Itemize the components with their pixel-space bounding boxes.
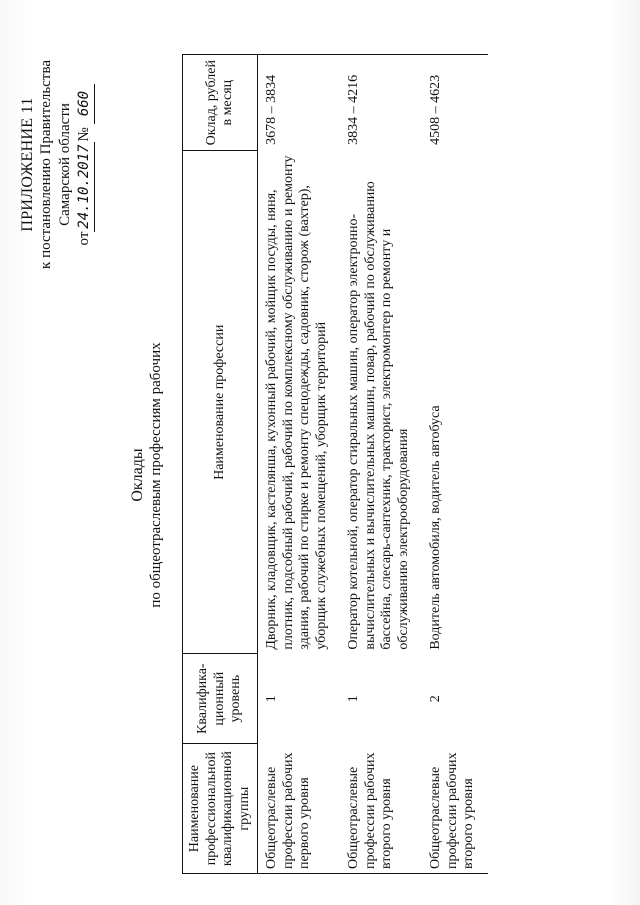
cell-level: 1 <box>346 695 361 703</box>
table-row <box>422 55 488 874</box>
table-row <box>340 55 422 874</box>
number-prefix: № <box>76 127 92 142</box>
appendix-title: ПРИЛОЖЕНИЕ 11 <box>19 97 36 232</box>
handwritten-date: 24.10.2017 <box>75 142 95 232</box>
appendix-line-2: Самарской области <box>57 103 73 226</box>
appendix-date-line <box>75 60 95 269</box>
cell-group: Общеотраслевые профессии рабочих второго уровня <box>340 744 422 874</box>
cell-profession: Водитель автомобиля, водитель автобуса <box>428 405 443 650</box>
header-profession: Наименование профессии <box>183 151 258 654</box>
salary-table <box>182 54 488 874</box>
caption-subtitle: по общеотраслевым профессиям рабочих <box>148 342 164 608</box>
handwritten-number: 660 <box>75 84 95 124</box>
cell-level: 1 <box>264 695 279 703</box>
appendix-line-1: к постановлению Правительства <box>38 60 54 269</box>
cell-salary: 3678 – 3834 <box>258 55 341 151</box>
cell-profession: Оператор котельной, оператор стиральных машин, оператор электронно-вычислительных и вычислительных машин, повар, рабочий по обслуживанию бассейна, слесарь-сантехник, тракторист, электромонтер по ремонту и обслуживанию электрооборудования <box>346 181 411 650</box>
cell-profession: Дворник, кладовщик, кастелянша, кухонный рабочий, мойщик посуды, няня, плотник, подсобный рабочий, рабочий по комплексному обслуживанию и ремонту здания, рабочий по стирке и ремонту спецодежды, садовник, сторож (вахтер), уборщик служебных помещений, уборщик территорий <box>264 155 329 650</box>
appendix-header <box>18 60 95 269</box>
table-row <box>258 55 341 874</box>
document-caption <box>128 50 166 900</box>
caption-title: Оклады <box>129 448 146 502</box>
cell-level: 2 <box>428 695 443 703</box>
cell-salary: 4508 – 4623 <box>422 55 488 151</box>
header-salary: Оклад, рублей в месяц <box>183 55 258 151</box>
table-header-row <box>183 55 258 874</box>
header-level: Квалифика-ционный уровень <box>183 654 258 744</box>
cell-salary: 3834 – 4216 <box>340 55 422 151</box>
header-group: Наименование профессиональной квалификационной группы <box>183 744 258 874</box>
rotated-document <box>6 50 606 900</box>
date-prefix: от <box>76 231 92 246</box>
cell-group: Общеотраслевые профессии рабочих первого уровня <box>258 744 341 874</box>
cell-group: Общеотраслевые профессии рабочих второго уровня <box>422 744 488 874</box>
